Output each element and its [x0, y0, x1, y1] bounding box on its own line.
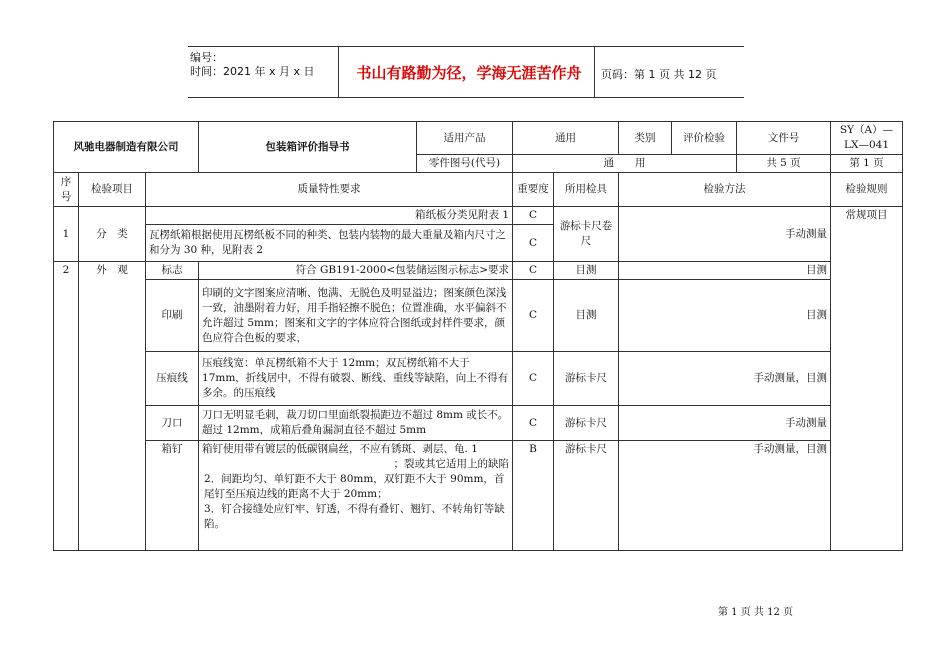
requirement-text: 刀口无明显毛刺，裁刀切口里面纸裂损距边不超过 8mm 或长不。超过 12mm，成箱后叠角漏洞直径不超过 5mm [199, 406, 513, 441]
importance: C [513, 406, 554, 441]
page-no: 第 1 页 [831, 155, 903, 173]
rule: 常规项目 [831, 207, 903, 551]
tool: 目测 [554, 262, 619, 280]
company-name: 风驰电器制造有限公司 [54, 122, 199, 173]
time-label: 时间：2021 年 x 月 x 日 [190, 65, 315, 78]
sub-item: 箱钉 [146, 441, 199, 551]
importance: C [513, 262, 554, 280]
requirement-text [199, 441, 513, 551]
requirement-text: 瓦楞纸箱根据使用瓦楞纸板不同的种类、包装内装物的最大重量及箱内尺寸之和分为 30 种，见附表 2 [146, 225, 513, 262]
requirement-text: 印刷的文字图案应清晰、饱满、无脱色及明显溢边；图案颜色深浅一致，油墨附着力好，用手指轻擦不脱色；位置准确，水平偏斜不允许超过 5mm；图案和文字的字体应符合图纸或封样件要求，颜色应符合色板的要求， [199, 280, 513, 352]
header-divider [594, 47, 595, 97]
col-tool: 所用检具 [554, 173, 619, 207]
row-item: 分 类 [79, 207, 146, 262]
table-row [54, 262, 903, 280]
table-row [54, 406, 903, 441]
tool: 游标卡尺 [554, 441, 619, 551]
method: 目测 [619, 280, 831, 352]
sub-item: 印刷 [146, 280, 199, 352]
importance: B [513, 441, 554, 551]
table-row [54, 441, 903, 551]
category-label: 类别 [619, 122, 672, 155]
doc-header-row [54, 122, 903, 155]
tool: 目测 [554, 280, 619, 352]
file-no-label: 文件号 [737, 122, 831, 155]
requirement-text: 箱纸板分类见附表 1 [146, 207, 513, 225]
col-requirement: 质量特性要求 [146, 173, 513, 207]
sub-item: 标志 [146, 262, 199, 280]
motto: 书山有路勤为径，学海无涯苦作舟 [356, 64, 582, 82]
table-row [54, 352, 903, 406]
sub-item: 压痕线 [146, 352, 199, 406]
file-no: SY（A）—LX—041 [831, 122, 903, 155]
col-item: 检验项目 [79, 173, 146, 207]
column-header-row [54, 173, 903, 207]
total-pages: 共 5 页 [737, 155, 831, 173]
tool: 游标卡尺 [554, 406, 619, 441]
importance: C [513, 225, 554, 262]
applicable-product: 通用 [513, 122, 619, 155]
applicable-product-label: 适用产品 [417, 122, 513, 155]
method: 目测 [619, 262, 831, 280]
category-value: 评价检验 [672, 122, 737, 155]
part-no: 通 用 [513, 155, 737, 173]
table-row [54, 280, 903, 352]
method: 手动测量，目测 [619, 352, 831, 406]
number-label: 编号： [190, 51, 223, 64]
header-divider [338, 47, 339, 97]
doc-title: 包装箱评价指导书 [199, 122, 417, 173]
col-rule: 检验规则 [831, 173, 903, 207]
method: 手动测量 [619, 406, 831, 441]
importance: C [513, 280, 554, 352]
col-importance: 重要度 [513, 173, 554, 207]
table-row [54, 207, 903, 225]
requirement-line: 2．间距均匀、单钉距不大于 80mm，双钉距不大于 90mm，首尾钉至压痕边线的距离不大于 20mm； [204, 473, 505, 500]
evaluation-table [53, 121, 903, 551]
requirement-text: 符合 GB191-2000<包装储运图示标志>要求 [199, 262, 513, 280]
row-seq: 2 [54, 262, 79, 551]
col-seq: 序号 [54, 173, 79, 207]
page-footer: 第 1 页 共 12 页 [718, 607, 793, 618]
requirement-line: 3．钉合接缝处应钉牢、钉透，不得有叠钉、翘钉、不转角钉等缺陷。 [204, 503, 505, 530]
requirement-text: 压痕线宽：单瓦楞纸箱不大于 12mm；双瓦楞纸箱不大于 17mm，折线居中，不得有破裂、断线、重线等缺陷，向上不得有多余。的压痕线 [199, 352, 513, 406]
requirement-line: ；裂或其它适用上的缺陷 [393, 458, 510, 470]
importance: C [513, 207, 554, 225]
sub-item: 刀口 [146, 406, 199, 441]
part-no-label: 零件图号(代号) [417, 155, 513, 173]
tool: 游标卡尺卷尺 [554, 207, 619, 262]
col-method: 检验方法 [619, 173, 831, 207]
method: 手动测量，目测 [619, 441, 831, 551]
row-item: 外 观 [79, 262, 146, 551]
page-info: 页码：第 1 页 共 12 页 [601, 68, 717, 81]
header-meta [190, 51, 315, 79]
method: 手动测量 [619, 207, 831, 262]
importance: C [513, 352, 554, 406]
row-seq: 1 [54, 207, 79, 262]
tool: 游标卡尺 [554, 352, 619, 406]
page-header [188, 46, 744, 98]
requirement-line: 箱钉使用带有镀层的低碳钢扁丝，不应有锈斑、剥层、龟. 1 [202, 443, 478, 455]
